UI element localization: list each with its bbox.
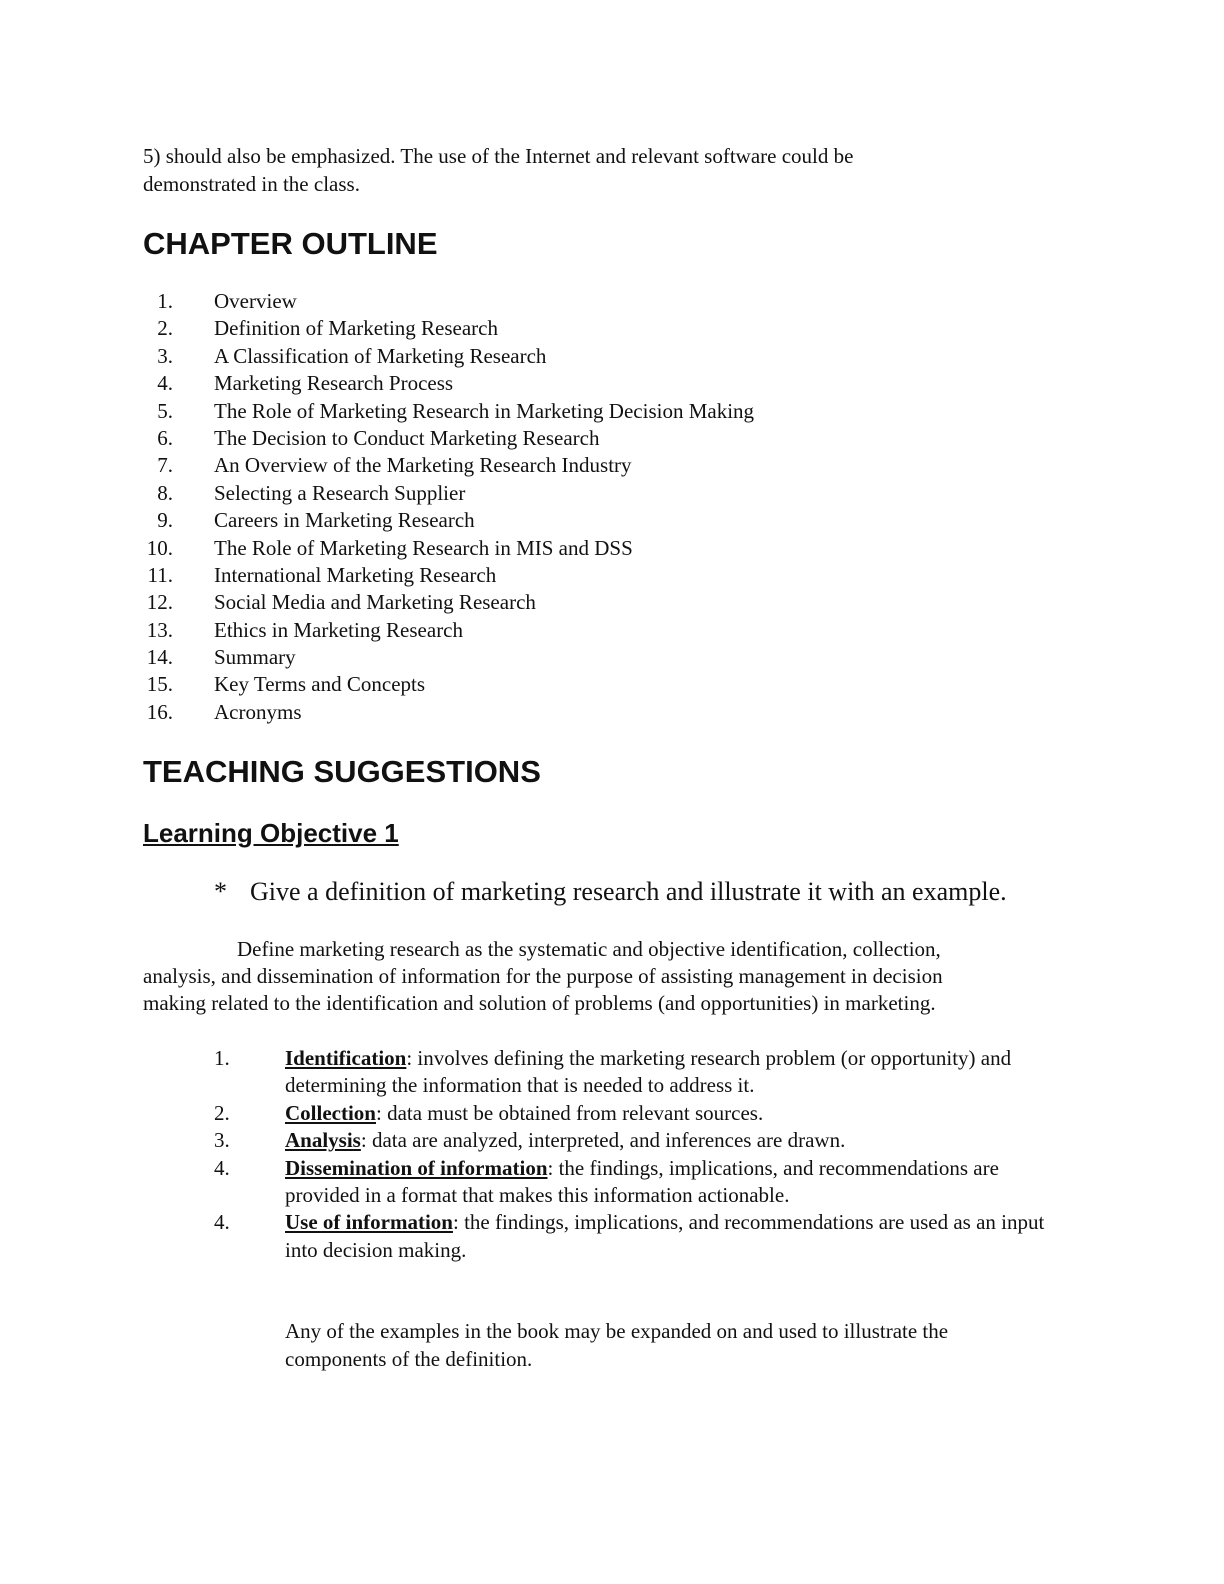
document-page: 5) should also be emphasized. The use of the Internet and relevant software could be demonstrated in the class. CHAPTER OUTLINE 1. Overview 2. Definition of Marketing Research 3. A Classification of Marketing Research 4. Marketing Research Process 5. The Role of Marketing Research in Marketing Decision Making 6. The Decision to Conduct Marketing Research 7. An Overview of the Marketing Research Industry 8. Selecting a Research Supplier 9. Careers in Marketing Research 10. The Role of Marketing Research in MIS and DSS 11. International Marketing Research 12. Social Media and Marketing Research 13. Ethics in Marketing Research 14. Summary 15. Key Terms and Concepts 16. Acronyms TEACHING SUGGESTIONS Learning Objective 1 * Give a definition of marketing research and illustrate it with an example. Define marketing research as the systematic and objective identification, collection, analysis, and dissemination of information for the purpose of assisting management in decision making related to the identification and solution of problems (and opportunities) in marketing. 1. Identification: involves defining the marketing research problem (or opportunity) and determining the information that is needed to address it. 2. Collection: data must be obtained from relevant sources. 3. Analysis: data are analyzed, interpreted, and inferences are drawn. 4. Dissemination of information: the findings, implications, and recommendations are provided in a format that makes this information actionable. 4. Use of information: the findings, implications, and recommendations are used as an input into decision making. Any of the examples in the book may be expanded on and used to illustrate the components of the definition. [0, 0, 1224, 1584]
definition-line-2: analysis, and dissemination of information for the purpose of assisting management in decision [143, 964, 943, 988]
learning-objective-heading: Learning Objective 1 [143, 818, 399, 848]
intro-line-2: demonstrated in the class. [143, 172, 360, 196]
closing-line-2: components of the definition. [285, 1347, 533, 1371]
list-item: 3. Analysis: data are analyzed, interpreted, and inferences are drawn. [214, 1128, 846, 1153]
list-item: 2. Collection: data must be obtained from relevant sources. [214, 1100, 764, 1125]
definition-line-3: making related to the identification and solution of problems (and opportunities) in marketing. [143, 991, 936, 1015]
list-item: 4. Dissemination of information: the findings, implications, and recommendations are provided in a format that makes this information actionable. [214, 1155, 999, 1208]
chapter-outline-heading: CHAPTER OUTLINE [143, 226, 438, 261]
closing-line-1: Any of the examples in the book may be expanded on and used to illustrate the [285, 1319, 949, 1343]
bullet-star: * [214, 877, 227, 906]
list-item: 1. Identification: involves defining the marketing research problem (or opportunity) and determining the information that is needed to address it. [214, 1046, 1012, 1098]
bullet-text: Give a definition of marketing research and illustrate it with an example. [250, 877, 1007, 906]
intro-line-1: 5) should also be emphasized. The use of the Internet and relevant software could be [143, 144, 854, 168]
definition-line-1: Define marketing research as the systematic and objective identification, collection, [237, 937, 941, 961]
list-item: 4. Use of information: the findings, implications, and recommendations are used as an input into decision making. [214, 1210, 1045, 1262]
definition-components-list [214, 1045, 1074, 1264]
objective-bullet [214, 876, 1007, 908]
teaching-suggestions-heading: TEACHING SUGGESTIONS [143, 754, 541, 789]
